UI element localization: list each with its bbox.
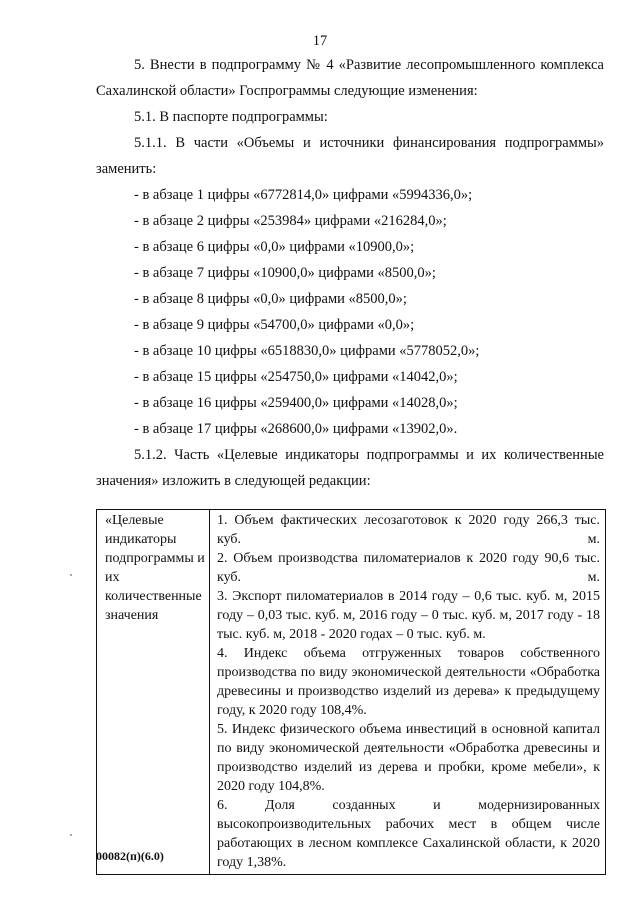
page-number: 17 [312, 33, 328, 49]
list-item: - в абзаце 1 цифры «6772814,0» цифрами «5994336,0»; [134, 187, 473, 203]
scan-dot [70, 574, 72, 576]
list-item: - в абзаце 10 цифры «6518830,0» цифрами «5778052,0»; [134, 343, 480, 359]
indicator-item: 6. Доля созданных и модернизированных высокопроизводительных рабочих мест в общем числе работающих в лесном комплексе Сахалинской области, к 2020 году 1,38%. [217, 798, 600, 870]
paragraph-5-1-1: 5.1.1. В части «Объемы и источники финансирования подпрограммы» заменить: [96, 135, 604, 177]
list-item: - в абзаце 17 цифры «268600,0» цифрами «13902,0». [134, 421, 458, 437]
paragraph-5-1: 5.1. В паспорте подпрограммы: [134, 109, 328, 125]
indicator-label-cell [97, 510, 210, 875]
indicator-item: 5. Индекс физического объема инвестиций в основной капитал по виду экономической деятельности «Обработка древесины и производство изделий из дерева и пробки, кроме мебели», к 2020 году 104,8%. [217, 722, 600, 794]
list-item: - в абзаце 6 цифры «0,0» цифрами «10900,0»; [134, 239, 415, 255]
indicator-label: «Целевые индикаторы подпрограммы и их количественные значения [105, 513, 205, 623]
indicator-item: 1. Объем фактических лесозаготовок к 2020 году 266,3 тыс. куб. м. [217, 513, 600, 547]
list-item: - в абзаце 16 цифры «259400,0» цифрами «14028,0»; [134, 395, 458, 411]
indicator-values-cell [210, 510, 606, 875]
list-item: - в абзаце 15 цифры «254750,0» цифрами «14042,0»; [134, 369, 458, 385]
list-item: - в абзаце 8 цифры «0,0» цифрами «8500,0»; [134, 291, 407, 307]
list-item: - в абзаце 9 цифры «54700,0» цифрами «0,0»; [134, 317, 415, 333]
replacement-list [96, 182, 604, 442]
list-item: - в абзаце 2 цифры «253984» цифрами «216284,0»; [134, 213, 447, 229]
table-row [97, 510, 606, 875]
list-item: - в абзаце 7 цифры «10900,0» цифрами «8500,0»; [134, 265, 436, 281]
intro-block [96, 52, 604, 494]
paragraph-5-1-2: 5.1.2. Часть «Целевые индикаторы подпрограммы и их количественные значения» изложить в следующей редакции: [96, 447, 604, 489]
document-code: 00082(п)(6.0) [96, 849, 164, 863]
target-indicators-table [96, 509, 606, 875]
indicator-item: 3. Экспорт пиломатериалов в 2014 году – 0,6 тыс. куб. м, 2015 году – 0,03 тыс. куб. м, 2016 году – 0 тыс. куб. м, 2017 году - 18 тыс. куб. м, 2018 - 2020 годах – 0 тыс. куб. м. [217, 589, 600, 642]
indicator-item: 4. Индекс объема отгруженных товаров собственного производства по виду экономической деятельности «Обработка древесины и производство изделий из дерева» к предыдущему году, к 2020 году 108,4%. [217, 646, 600, 718]
indicator-item: 2. Объем производства пиломатериалов к 2020 году 90,6 тыс. куб. м. [217, 551, 600, 585]
scan-dot [70, 834, 72, 836]
paragraph-5: 5. Внести в подпрограмму № 4 «Развитие лесопромышленного комплекса Сахалинской области» Госпрограммы следующие изменения: [96, 57, 604, 99]
